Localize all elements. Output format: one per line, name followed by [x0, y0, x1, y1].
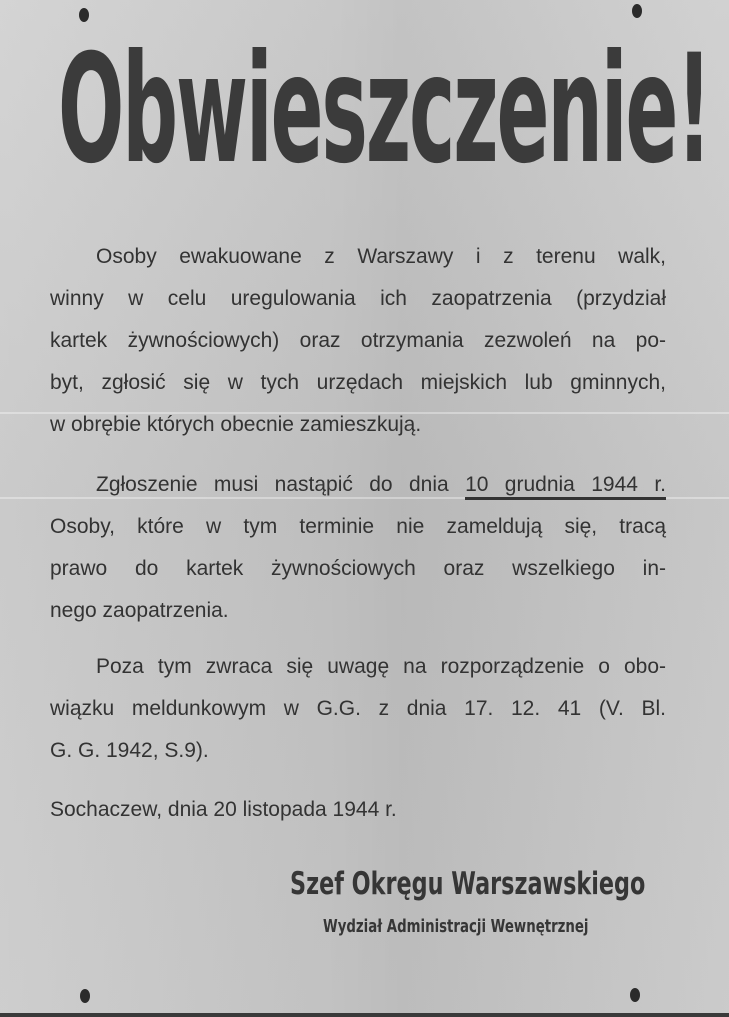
text-line: Sochaczew, dnia 20 listopada 1944 r.: [50, 798, 397, 821]
text-line: winny w celu uregulowania ich zaopatrzenia (przydział: [50, 287, 666, 310]
place-date: [50, 789, 666, 831]
deadline-intro: Zgłoszenie musi nastąpić do dnia: [96, 473, 466, 496]
text-line: prawo do kartek żywnościowych oraz wszelkiego in-: [50, 557, 666, 580]
pin-bottom-right-icon: [630, 988, 640, 1002]
pin-top-right-icon: [632, 4, 642, 18]
text-line: w obrębie których obecnie zamieszkują.: [50, 413, 422, 436]
text-line: [50, 464, 666, 506]
text-line: Osoby, które w tym terminie nie zameldują się, tracą: [50, 515, 666, 538]
pin-top-left-icon: [79, 8, 89, 22]
paragraph-evacuees: [50, 236, 666, 446]
text-line: wiązku meldunkowym w G.G. z dnia 17. 12. 41 (V. Bl.: [50, 697, 666, 720]
signature-office: Szef Okręgu Warszawskiego: [290, 866, 646, 902]
poster-edge: [0, 1013, 729, 1017]
signature-department: Wydział Administracji Wewnętrznej: [323, 916, 589, 937]
poster-title: Obwieszczenie!: [58, 23, 710, 197]
text-line: Poza tym zwraca się uwagę na rozporządzenie o obo-: [96, 655, 666, 678]
deadline-date: 10 grudnia 1944 r.: [465, 473, 666, 500]
paragraph-deadline: [50, 464, 666, 632]
text-line: byt, zgłosić się w tych urzędach miejskich lub gminnych,: [50, 371, 666, 394]
text-line: Osoby ewakuowane z Warszawy i z terenu walk,: [96, 245, 666, 268]
text-line: nego zaopatrzenia.: [50, 599, 229, 622]
pin-bottom-left-icon: [80, 989, 90, 1003]
text-line: kartek żywnościowych) oraz otrzymania zezwoleń na po-: [50, 329, 666, 352]
paragraph-regulation: [50, 646, 666, 772]
text-line: G. G. 1942, S.9).: [50, 739, 209, 762]
